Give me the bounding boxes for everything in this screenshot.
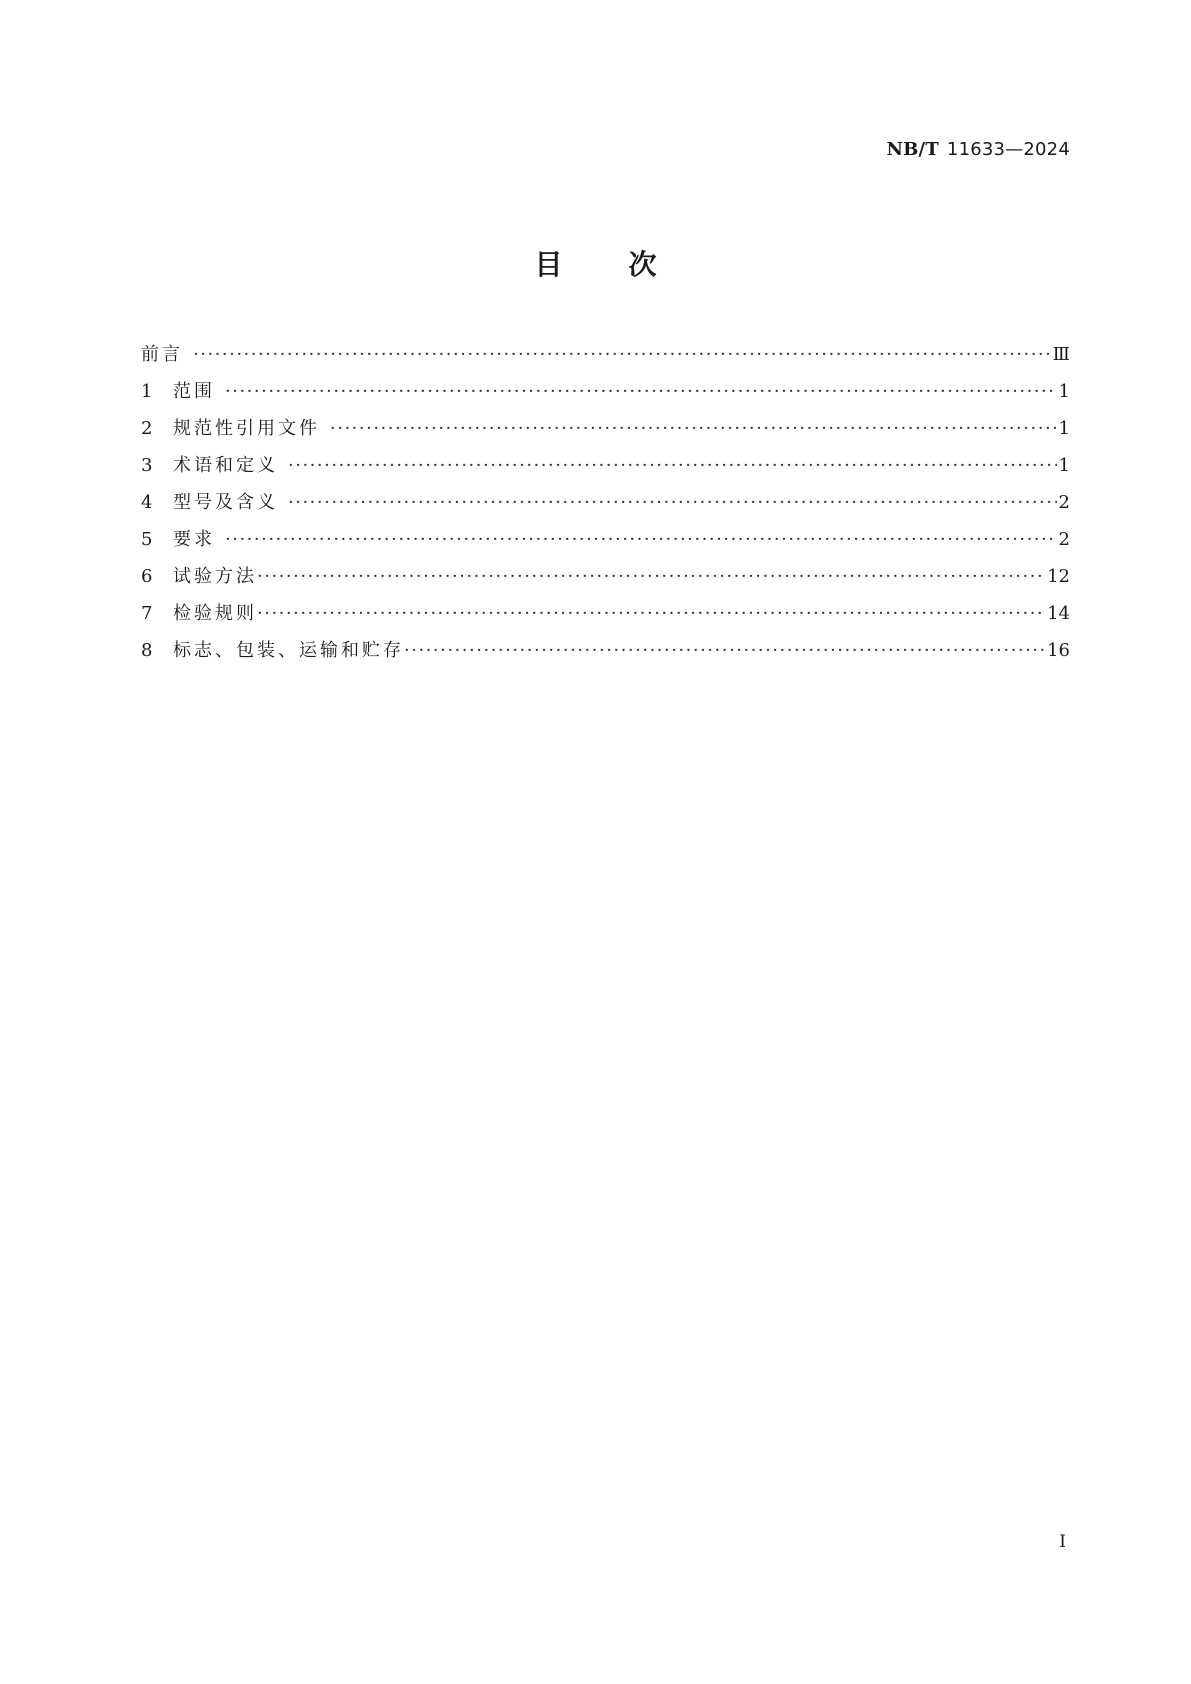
toc-entry-number: 8 — [141, 640, 153, 661]
toc-entry-page: 2 — [1058, 529, 1070, 550]
toc-entry-1[interactable] — [141, 377, 1070, 414]
toc-entry-title: 试验方法 — [173, 566, 257, 587]
toc-leader-dots — [257, 566, 1045, 587]
toc-entry-title: 术语和定义 — [173, 455, 278, 476]
toc-leader-dots — [288, 455, 1057, 476]
toc-leader-dots — [225, 381, 1057, 402]
toc-entry-page: 16 — [1047, 640, 1070, 661]
toc-entry-number: 5 — [141, 529, 153, 550]
toc-leader-dots — [225, 529, 1057, 550]
toc-entry-8[interactable] — [141, 636, 1070, 673]
toc-leader-dots — [330, 418, 1057, 439]
page-number: I — [1059, 1532, 1066, 1552]
toc-leader-dots — [404, 640, 1045, 661]
toc-entry-title: 检验规则 — [173, 603, 257, 624]
toc-entry-number: 4 — [141, 492, 153, 513]
standard-prefix: NB/T — [886, 139, 939, 160]
toc-entry-number: 7 — [141, 603, 153, 624]
toc-entry-title: 标志、包装、运输和贮存 — [173, 640, 404, 661]
toc-entry-5[interactable] — [141, 525, 1070, 562]
page-title: 目次 — [534, 248, 723, 281]
toc-entry-title: 规范性引用文件 — [173, 418, 320, 439]
toc-entry-page: 14 — [1047, 603, 1070, 624]
toc-entry-4[interactable] — [141, 488, 1070, 525]
toc-entry-title: 要求 — [173, 529, 215, 550]
toc-entry-page: 2 — [1058, 492, 1070, 513]
standard-code — [886, 139, 1070, 160]
toc-entry-title: 型号及含义 — [173, 492, 278, 513]
toc-entry-number: 3 — [141, 455, 153, 476]
toc-entry-page: 1 — [1058, 455, 1070, 476]
standard-number: 11633—2024 — [946, 139, 1070, 160]
table-of-contents — [141, 340, 1070, 673]
toc-entry-title: 前言 — [141, 344, 183, 365]
toc-entry-page: 1 — [1058, 381, 1070, 402]
toc-entry-2[interactable] — [141, 414, 1070, 451]
toc-entry-6[interactable] — [141, 562, 1070, 599]
toc-entry-number: 2 — [141, 418, 153, 439]
toc-entry-page: Ⅲ — [1052, 344, 1070, 365]
toc-entry-number: 1 — [141, 381, 153, 402]
toc-entry-7[interactable] — [141, 599, 1070, 636]
toc-entry-title: 范围 — [173, 381, 215, 402]
toc-entry-number: 6 — [141, 566, 153, 587]
toc-entry-page: 1 — [1058, 418, 1070, 439]
toc-leader-dots — [193, 344, 1051, 365]
toc-entry-foreword[interactable] — [141, 340, 1070, 377]
toc-leader-dots — [257, 603, 1045, 624]
toc-leader-dots — [288, 492, 1057, 513]
toc-entry-page: 12 — [1047, 566, 1070, 587]
toc-entry-3[interactable] — [141, 451, 1070, 488]
